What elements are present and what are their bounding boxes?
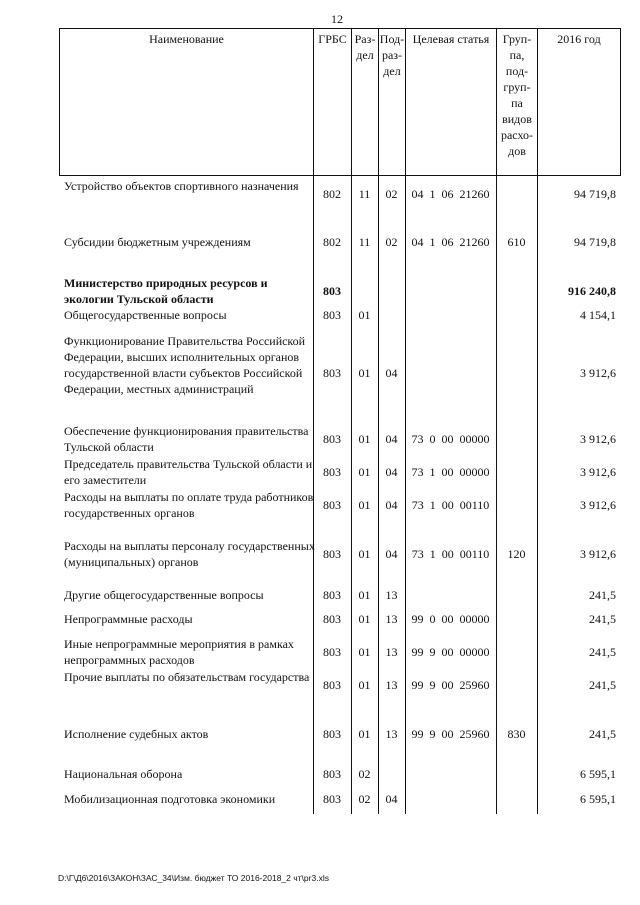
row-razdel: 01 [358,308,371,322]
row-podrazdel: 02 [385,235,398,249]
row-expense-type: 610 [507,235,526,249]
row-razdel: 01 [358,612,371,626]
row-target-article: 73 1 00 00110 [411,547,490,561]
table-header [59,28,621,176]
row-name: Исполнение судебных актов [64,727,209,741]
row-target-article: 99 9 00 25960 [411,678,490,692]
row-name: Функционирование Правительства Российской Федерации, высших исполнительных органов государственной власти субъектов Российской Федерации, местных администраций [64,334,306,396]
row-podrazdel: 04 [385,792,398,806]
row-razdel: 02 [358,792,371,806]
row-target-article: 99 9 00 00000 [411,645,490,659]
row-amount: 3 912,6 [580,432,616,446]
row-name: Другие общегосударственные вопросы [64,588,264,602]
row-grbs: 803 [323,498,341,512]
header-target-article: Целевая статья [406,29,497,175]
row-grbs: 803 [323,678,341,692]
row-grbs: 803 [323,366,341,380]
row-podrazdel: 04 [385,366,398,380]
row-target-article: 73 1 00 00000 [411,465,490,479]
row-name: Национальная оборона [64,767,183,781]
row-razdel: 01 [358,645,371,659]
row-razdel: 11 [358,187,371,201]
header-year: 2016 год [557,32,601,46]
row-target-article: 04 1 06 21260 [411,235,490,249]
row-grbs: 803 [323,284,341,298]
row-grbs: 803 [323,792,341,806]
row-amount: 241,5 [589,612,616,626]
row-podrazdel: 04 [385,432,398,446]
row-grbs: 803 [323,612,341,626]
row-name: Непрограммные расходы [64,612,193,626]
row-razdel: 01 [358,588,371,602]
column-divider [351,176,352,814]
row-name: Общегосударственные вопросы [64,308,227,322]
row-amount: 3 912,6 [580,465,616,479]
column-divider [405,176,406,814]
row-amount: 241,5 [589,645,616,659]
header-podrazdel: Под- раз- дел [379,29,406,175]
row-name: Министерство природных ресурсов и экологии Тульской области [64,276,268,306]
file-path-footer: D:\Г\Д6\2016\ЗАКОН\ЗАС_34\Изм. бюджет ТО 2016-2018_2 чт\pr3.xls [58,873,329,883]
row-razdel: 01 [358,432,371,446]
row-name: Расходы на выплаты по оплате труда работников государственных органов [64,490,314,520]
row-grbs: 803 [323,308,341,322]
row-podrazdel: 13 [385,645,398,659]
row-amount: 241,5 [589,588,616,602]
row-grbs: 803 [323,645,341,659]
row-amount: 94 719,8 [574,235,616,249]
row-target-article: 04 1 06 21260 [411,187,490,201]
page-number: 12 [331,12,343,26]
row-amount: 241,5 [589,678,616,692]
column-divider [496,176,497,814]
row-podrazdel: 04 [385,547,398,561]
row-podrazdel: 13 [385,727,398,741]
header-expense-group: Груп- па, под- груп- па видов расхо- дов [497,29,538,175]
header-name: Наименование [60,29,314,175]
row-name: Мобилизационная подготовка экономики [64,792,276,806]
row-name: Обеспечение функционирования правительства Тульской области [64,424,309,454]
row-amount: 3 912,6 [580,498,616,512]
row-amount: 3 912,6 [580,366,616,380]
row-grbs: 802 [323,187,341,201]
row-podrazdel: 04 [385,465,398,479]
row-grbs: 802 [323,235,341,249]
row-name: Председатель правительства Тульской области и его заместители [64,457,313,487]
row-podrazdel: 02 [385,187,398,201]
row-name: Расходы на выплаты персоналу государственных (муниципальных) органов [64,539,315,569]
row-amount: 94 719,8 [574,187,616,201]
row-amount: 241,5 [589,727,616,741]
column-divider [537,176,538,814]
row-amount: 3 912,6 [580,547,616,561]
row-grbs: 803 [323,465,341,479]
row-razdel: 01 [358,366,371,380]
row-target-article: 73 0 00 00000 [411,432,490,446]
row-razdel: 01 [358,547,371,561]
row-name: Устройство объектов спортивного назначения [64,179,299,193]
row-podrazdel: 13 [385,588,398,602]
row-grbs: 803 [323,767,341,781]
row-expense-type: 120 [507,547,526,561]
row-amount: 4 154,1 [580,308,616,322]
column-divider [378,176,379,814]
row-target-article: 99 0 00 00000 [411,612,490,626]
row-grbs: 803 [323,727,341,741]
row-name: Прочие выплаты по обязательствам государства [64,670,310,684]
row-razdel: 01 [358,498,371,512]
row-razdel: 01 [358,465,371,479]
row-amount: 6 595,1 [580,792,616,806]
row-target-article: 99 9 00 25960 [411,727,490,741]
row-razdel: 01 [358,727,371,741]
row-grbs: 803 [323,432,341,446]
row-podrazdel: 13 [385,612,398,626]
row-podrazdel: 13 [385,678,398,692]
row-expense-type: 830 [507,727,526,741]
row-grbs: 803 [323,547,341,561]
row-target-article: 73 1 00 00110 [411,498,490,512]
row-grbs: 803 [323,588,341,602]
header-razdel: Раз- дел [352,29,379,175]
header-grbs: ГРБС [314,29,352,175]
row-amount: 916 240,8 [568,284,616,298]
row-razdel: 02 [358,767,371,781]
row-razdel: 01 [358,678,371,692]
row-amount: 6 595,1 [580,767,616,781]
row-razdel: 11 [358,235,371,249]
row-name: Субсидии бюджетным учреждениям [64,235,251,249]
row-podrazdel: 04 [385,498,398,512]
row-name: Иные непрограммные мероприятия в рамках непрограммных расходов [64,637,294,667]
